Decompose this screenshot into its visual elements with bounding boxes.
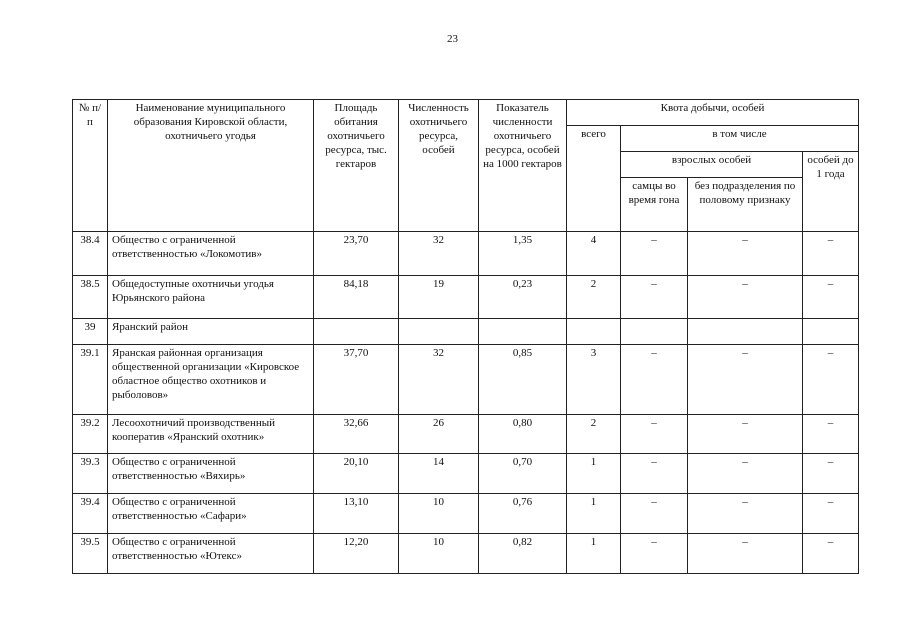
table-row <box>73 276 859 319</box>
row-total: 1 <box>567 494 621 534</box>
row-no-sex: – <box>688 345 803 415</box>
header-total: всего <box>567 126 621 232</box>
row-name: Яранская районная организация общественной организации «Кировское областное общество охотников и рыболовов» <box>108 345 314 415</box>
row-num: 39.4 <box>73 494 108 534</box>
header-adults: взрослых особей <box>621 152 803 178</box>
row-total: 2 <box>567 276 621 319</box>
row-num: 39.3 <box>73 454 108 494</box>
header-no-sex: без подразделения по половому признаку <box>688 178 803 232</box>
row-num: 39.2 <box>73 415 108 454</box>
row-young: – <box>803 454 859 494</box>
row-area: 13,10 <box>314 494 399 534</box>
row-index: 0,85 <box>479 345 567 415</box>
row-young: – <box>803 534 859 574</box>
row-index <box>479 319 567 345</box>
row-area: 32,66 <box>314 415 399 454</box>
page-number: 23 <box>447 33 458 45</box>
row-name: Общество с ограниченной ответственностью «Сафари» <box>108 494 314 534</box>
row-no-sex: – <box>688 454 803 494</box>
row-count: 14 <box>399 454 479 494</box>
row-count: 26 <box>399 415 479 454</box>
header-area: Площадь обитания охотничьего ресурса, тыс. гектаров <box>314 100 399 232</box>
row-index: 1,35 <box>479 232 567 276</box>
row-count: 32 <box>399 232 479 276</box>
row-no-sex: – <box>688 494 803 534</box>
row-young: – <box>803 345 859 415</box>
table-row <box>73 345 859 415</box>
row-area: 23,70 <box>314 232 399 276</box>
row-index: 0,80 <box>479 415 567 454</box>
row-count: 19 <box>399 276 479 319</box>
row-no-sex: – <box>688 415 803 454</box>
row-index: 0,70 <box>479 454 567 494</box>
row-no-sex: – <box>688 534 803 574</box>
row-num: 39.1 <box>73 345 108 415</box>
row-males: – <box>621 232 688 276</box>
row-count: 10 <box>399 534 479 574</box>
row-no-sex <box>688 319 803 345</box>
table-row <box>73 454 859 494</box>
row-males: – <box>621 345 688 415</box>
row-young: – <box>803 494 859 534</box>
row-area: 12,20 <box>314 534 399 574</box>
header-quota: Квота добычи, особей <box>567 100 859 126</box>
row-num: 38.4 <box>73 232 108 276</box>
row-name: Общество с ограниченной ответственностью «Ютекс» <box>108 534 314 574</box>
row-name: Общество с ограниченной ответственностью «Локомотив» <box>108 232 314 276</box>
table-row <box>73 415 859 454</box>
row-total: 1 <box>567 454 621 494</box>
header-count: Численность охотничьего ресурса, особей <box>399 100 479 232</box>
row-index: 0,76 <box>479 494 567 534</box>
table-header <box>73 100 859 232</box>
row-name: Яранский район <box>108 319 314 345</box>
row-name: Общество с ограниченной ответственностью «Вяхирь» <box>108 454 314 494</box>
row-males <box>621 319 688 345</box>
header-including: в том числе <box>621 126 859 152</box>
table-row <box>73 319 859 345</box>
table-row <box>73 534 859 574</box>
row-name: Лесоохотничий производственный кооператив «Яранский охотник» <box>108 415 314 454</box>
row-young: – <box>803 415 859 454</box>
row-num: 38.5 <box>73 276 108 319</box>
row-no-sex: – <box>688 276 803 319</box>
row-count: 32 <box>399 345 479 415</box>
row-no-sex: – <box>688 232 803 276</box>
row-total: 1 <box>567 534 621 574</box>
row-area <box>314 319 399 345</box>
row-males: – <box>621 534 688 574</box>
row-total: 2 <box>567 415 621 454</box>
row-area: 20,10 <box>314 454 399 494</box>
row-total: 4 <box>567 232 621 276</box>
quota-table <box>72 99 859 574</box>
row-young: – <box>803 276 859 319</box>
row-index: 0,23 <box>479 276 567 319</box>
table-row <box>73 494 859 534</box>
row-males: – <box>621 494 688 534</box>
row-count: 10 <box>399 494 479 534</box>
header-name: Наименование муниципального образования Кировской области, охотничьего угодья <box>108 100 314 232</box>
row-males: – <box>621 276 688 319</box>
header-males: самцы во время гона <box>621 178 688 232</box>
row-total: 3 <box>567 345 621 415</box>
header-young: особей до 1 года <box>803 152 859 232</box>
row-males: – <box>621 415 688 454</box>
row-area: 84,18 <box>314 276 399 319</box>
header-index: Показатель численности охотничьего ресурса, особей на 1000 гектаров <box>479 100 567 232</box>
row-num: 39 <box>73 319 108 345</box>
row-num: 39.5 <box>73 534 108 574</box>
row-count <box>399 319 479 345</box>
row-total <box>567 319 621 345</box>
header-num: № п/п <box>73 100 108 232</box>
row-index: 0,82 <box>479 534 567 574</box>
table-body <box>73 232 859 574</box>
row-young: – <box>803 232 859 276</box>
row-young <box>803 319 859 345</box>
row-males: – <box>621 454 688 494</box>
table-row <box>73 232 859 276</box>
row-area: 37,70 <box>314 345 399 415</box>
row-name: Общедоступные охотничьи угодья Юрьянского района <box>108 276 314 319</box>
